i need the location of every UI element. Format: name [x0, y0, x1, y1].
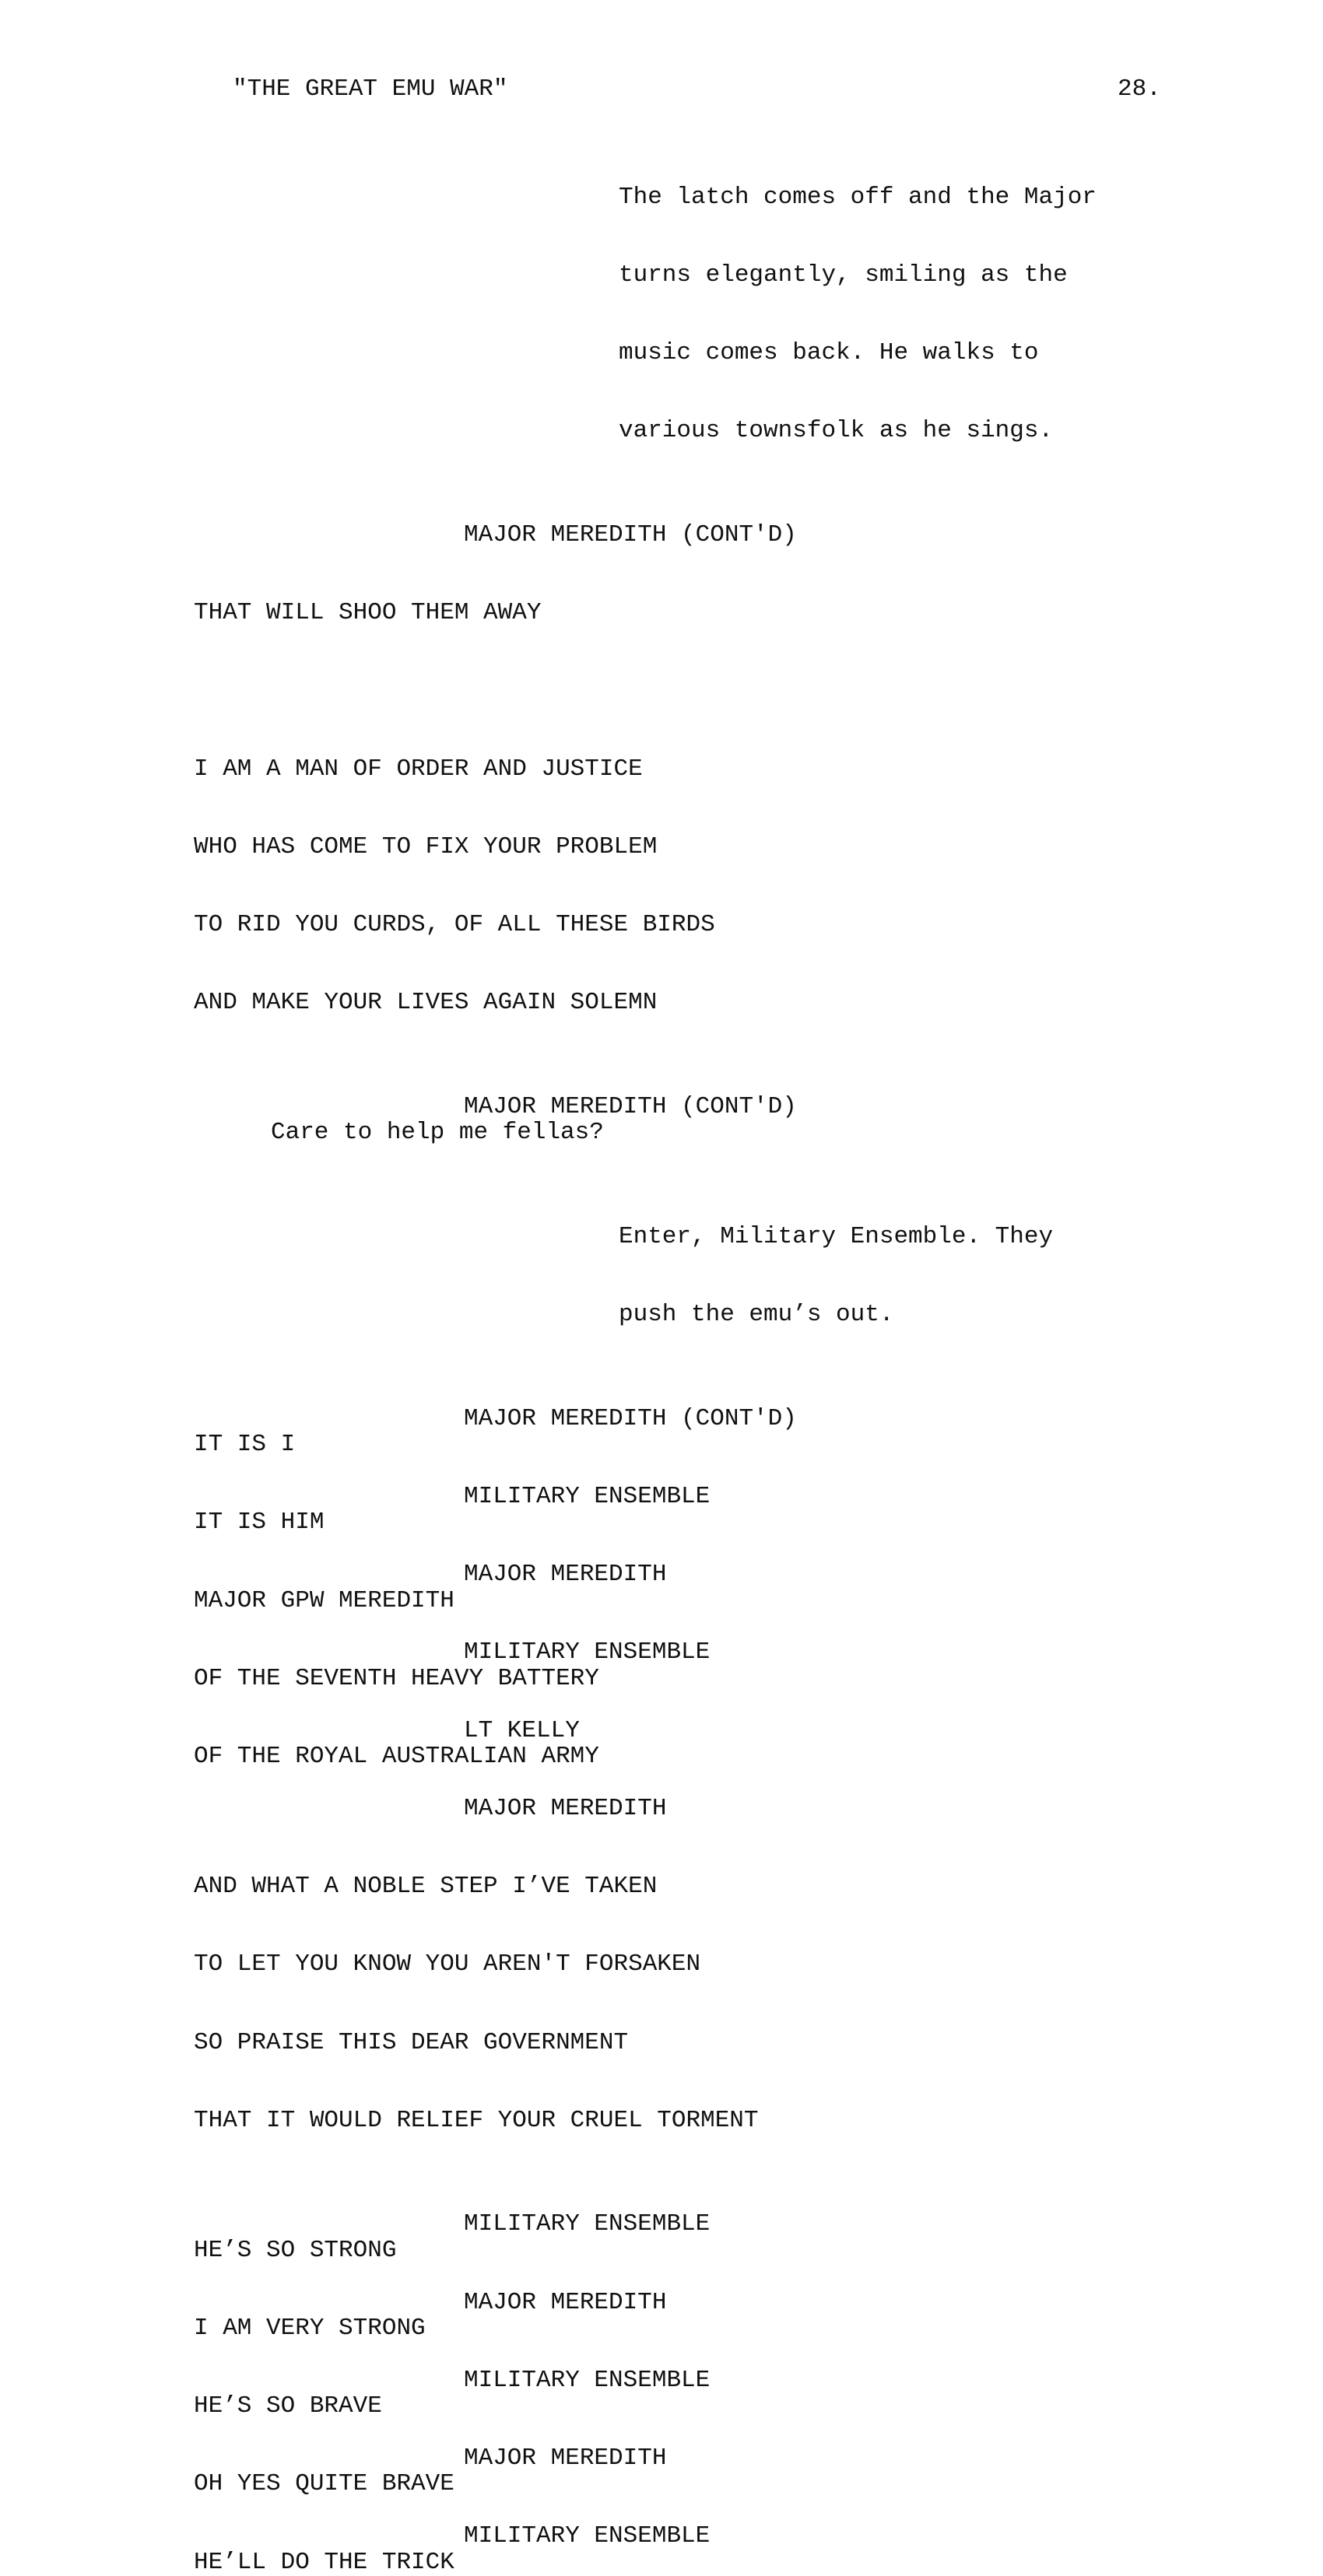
dialogue-line: AND MAKE YOUR LIVES AGAIN SOLEMN	[194, 989, 658, 1017]
character-cue: MILITARY ENSEMBLE	[464, 2366, 711, 2394]
action-block	[619, 132, 1323, 496]
dialogue-line: IT IS HIM	[194, 1509, 325, 1537]
dialogue-block	[194, 1821, 1323, 2185]
action-line: The latch comes off and the Major	[619, 183, 1097, 211]
character-cue: LT KELLY	[464, 1716, 580, 1744]
character-cue: MILITARY ENSEMBLE	[464, 1483, 711, 1511]
dialogue-line: HE’S SO STRONG	[194, 2236, 397, 2264]
dialogue-line: I AM A MAN OF ORDER AND JUSTICE	[194, 755, 643, 783]
character-cue: MAJOR MEREDITH (CONT'D)	[464, 1404, 797, 1432]
dialogue-line: TO RID YOU CURDS, OF ALL THESE BIRDS	[194, 911, 715, 939]
script-title-header: "THE GREAT EMU WAR"	[233, 75, 508, 103]
action-block	[619, 1172, 1323, 1379]
dialogue-line: MAJOR GPW MEREDITH	[194, 1586, 454, 1614]
dialogue-line: THAT WILL SHOO THEM AWAY	[194, 599, 542, 627]
dialogue-line: Care to help me fellas?	[271, 1119, 604, 1147]
action-line: Enter, Military Ensemble. They	[619, 1223, 1054, 1251]
page-number: 28.	[1118, 75, 1161, 103]
action-line: turns elegantly, smiling as the	[619, 261, 1068, 289]
character-cue: MAJOR MEREDITH	[464, 1794, 667, 1822]
character-cue: MILITARY ENSEMBLE	[464, 2522, 711, 2550]
action-line: various townsfolk as he sings.	[619, 417, 1054, 445]
dialogue-block	[194, 548, 1323, 1067]
dialogue-line: OF THE SEVENTH HEAVY BATTERY	[194, 1664, 599, 1692]
action-line: music comes back. He walks to	[619, 339, 1039, 367]
character-cue: MILITARY ENSEMBLE	[464, 1638, 711, 1667]
character-cue: MAJOR MEREDITH (CONT'D)	[464, 1093, 797, 1120]
dialogue-line: I AM VERY STRONG	[194, 2314, 426, 2342]
character-cue: MAJOR MEREDITH	[464, 2288, 667, 2316]
dialogue-line: TO LET YOU KNOW YOU AREN'T FORSAKEN	[194, 1950, 701, 1978]
character-cue: MILITARY ENSEMBLE	[464, 2210, 711, 2238]
character-cue: MAJOR MEREDITH	[464, 2444, 667, 2472]
dialogue-line: HE’S SO BRAVE	[194, 2392, 382, 2420]
dialogue-line: THAT IT WOULD RELIEF YOUR CRUEL TORMENT	[194, 2106, 759, 2134]
dialogue-line: AND WHAT A NOBLE STEP I’VE TAKEN	[194, 1873, 658, 1901]
action-line: push the emu’s out.	[619, 1301, 894, 1329]
character-cue: MAJOR MEREDITH	[464, 1561, 667, 1589]
dialogue-line: IT IS I	[194, 1431, 296, 1459]
dialogue-line: SO PRAISE THIS DEAR GOVERNMENT	[194, 2028, 629, 2056]
dialogue-line: WHO HAS COME TO FIX YOUR PROBLEM	[194, 832, 658, 860]
dialogue-line	[194, 678, 1323, 704]
character-cue: MAJOR MEREDITH (CONT'D)	[464, 521, 797, 549]
dialogue-line: OH YES QUITE BRAVE	[194, 2470, 454, 2498]
dialogue-line: HE’LL DO THE TRICK	[194, 2548, 454, 2576]
script-body	[0, 132, 1323, 2575]
dialogue-line: OF THE ROYAL AUSTRALIAN ARMY	[194, 1743, 599, 1771]
